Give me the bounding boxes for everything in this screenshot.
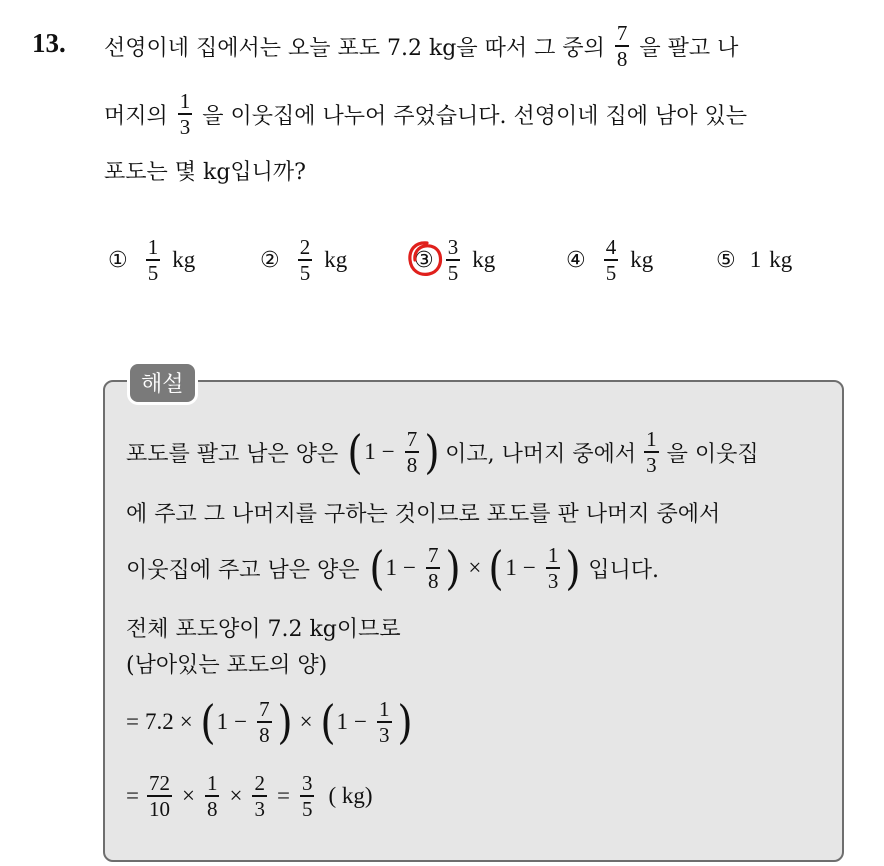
denominator: 3 [254, 796, 265, 821]
denominator: 5 [301, 796, 313, 821]
numerator: 4 [605, 235, 617, 260]
left-paren: ( [488, 541, 504, 595]
numerator: 7 [406, 427, 418, 452]
denominator: 8 [616, 46, 628, 71]
left-paren: ( [319, 695, 336, 749]
equals-sign: = [126, 783, 139, 808]
explanation-line-3 [126, 536, 659, 600]
numerator: 72 [148, 771, 170, 796]
question-line-3 [104, 152, 306, 188]
explanation-line-5 [126, 646, 327, 680]
fraction [615, 22, 630, 70]
choice-value: 1 [749, 247, 762, 272]
math-value: 7.2 [144, 709, 174, 734]
times-sign: × [229, 783, 243, 808]
denominator: 8 [427, 568, 439, 593]
numerator: 1 [379, 697, 390, 722]
right-paren: ) [396, 695, 413, 749]
choice-2[interactable] [260, 228, 347, 292]
choice-4[interactable] [566, 228, 653, 292]
unit-label: ( kg) [328, 783, 373, 808]
explanation-text: 이웃집에 주고 남은 양은 [126, 557, 360, 583]
question-text: 머지의 [104, 103, 168, 129]
fraction [205, 772, 220, 820]
question-line-1 [104, 16, 738, 76]
denominator: 3 [379, 722, 390, 747]
fraction [178, 90, 193, 138]
choice-1[interactable] [108, 228, 195, 292]
numerator: 7 [259, 697, 270, 722]
left-paren: ( [368, 541, 385, 595]
denominator: 10 [148, 796, 170, 821]
choice-number: ⑤ [716, 247, 736, 273]
numerator: 7 [616, 21, 628, 46]
times-sign: × [181, 783, 195, 808]
equals-sign: = [276, 783, 290, 808]
denominator: 3 [179, 114, 191, 139]
explanation-text: 이고, 나머지 중에서 [445, 441, 637, 467]
answer-choices [108, 228, 808, 292]
fraction [604, 236, 619, 284]
fraction [252, 772, 267, 820]
times-sign: × [299, 709, 313, 734]
denominator: 8 [406, 452, 418, 477]
explanation-tab-label: 해설 [127, 361, 198, 405]
fraction [146, 236, 161, 284]
minus-sign: − [402, 555, 416, 580]
math-value: 1 [385, 555, 397, 580]
times-sign: × [468, 555, 482, 580]
fraction [644, 428, 659, 476]
question-text: 선영이네 집에서는 오늘 포도 7.2 kg을 따서 그 중의 [104, 35, 605, 61]
denominator: 5 [147, 260, 159, 285]
choice-number: ① [108, 247, 128, 273]
denominator: 5 [447, 260, 459, 285]
left-paren: ( [347, 425, 363, 479]
fraction [257, 698, 272, 746]
numerator: 3 [447, 235, 459, 260]
choice-number: ③ [414, 247, 434, 273]
numerator: 1 [547, 543, 559, 568]
explanation-text: 에 주고 그 나머지를 구하는 것이므로 포도를 판 나머지 중에서 [126, 501, 721, 527]
math-value: 1 [364, 439, 376, 464]
unit-label: kg [472, 247, 496, 272]
explanation-text: 전체 포도양이 7.2 kg이므로 [126, 616, 401, 642]
numerator: 2 [299, 235, 311, 260]
minus-sign: − [234, 709, 248, 734]
numerator: 1 [179, 89, 191, 114]
fraction [426, 544, 441, 592]
unit-label: kg [630, 247, 654, 272]
explanation-text: 입니다. [588, 557, 660, 583]
explanation-line-7 [126, 764, 373, 828]
fraction [446, 236, 461, 284]
question-text: 을 이웃집에 나누어 주었습니다. 선영이네 집에 남아 있는 [202, 103, 748, 129]
right-paren: ) [565, 541, 581, 595]
choice-number: ④ [566, 247, 586, 273]
fraction [405, 428, 420, 476]
explanation-line-6 [126, 690, 413, 754]
minus-sign: − [381, 439, 395, 464]
unit-label: kg [769, 247, 793, 272]
denominator: 8 [206, 796, 218, 821]
denominator: 3 [547, 568, 559, 593]
denominator: 3 [646, 452, 657, 477]
fraction [546, 544, 561, 592]
question-line-2 [104, 84, 747, 144]
minus-sign: − [522, 555, 536, 580]
equals-sign: = [126, 709, 139, 734]
numerator: 7 [427, 543, 439, 568]
fraction [377, 698, 392, 746]
fraction [147, 772, 172, 820]
fraction [298, 236, 313, 284]
choice-3[interactable] [414, 228, 495, 292]
unit-label: kg [172, 247, 196, 272]
left-paren: ( [200, 695, 216, 749]
denominator: 5 [605, 260, 617, 285]
denominator: 5 [299, 260, 311, 285]
fraction [300, 772, 315, 820]
numerator: 1 [147, 235, 159, 260]
math-value: 1 [505, 555, 517, 580]
explanation-line-2 [126, 494, 720, 530]
minus-sign: − [354, 709, 368, 734]
choice-number: ② [260, 247, 280, 273]
numerator: 3 [301, 771, 313, 796]
question-text: 포도는 몇 kg입니까? [104, 159, 306, 185]
math-value: 1 [216, 709, 229, 734]
math-value: 1 [336, 709, 349, 734]
explanation-line-1 [126, 420, 759, 484]
times-sign: × [179, 709, 193, 734]
explanation-text: 포도를 팔고 남은 양은 [126, 441, 339, 467]
choice-5[interactable] [716, 228, 792, 292]
explanation-text: (남아있는 포도의 양) [126, 652, 328, 678]
explanation-text: 을 이웃집 [666, 441, 759, 467]
question-number: 13. [32, 28, 66, 58]
explanation-line-4 [126, 610, 401, 644]
numerator: 1 [646, 427, 657, 452]
right-paren: ) [277, 695, 293, 749]
numerator: 1 [206, 771, 218, 796]
right-paren: ) [445, 541, 462, 595]
denominator: 8 [259, 722, 270, 747]
question-text: 을 팔고 나 [639, 35, 739, 61]
right-paren: ) [424, 425, 440, 479]
unit-label: kg [324, 247, 348, 272]
numerator: 2 [254, 771, 265, 796]
